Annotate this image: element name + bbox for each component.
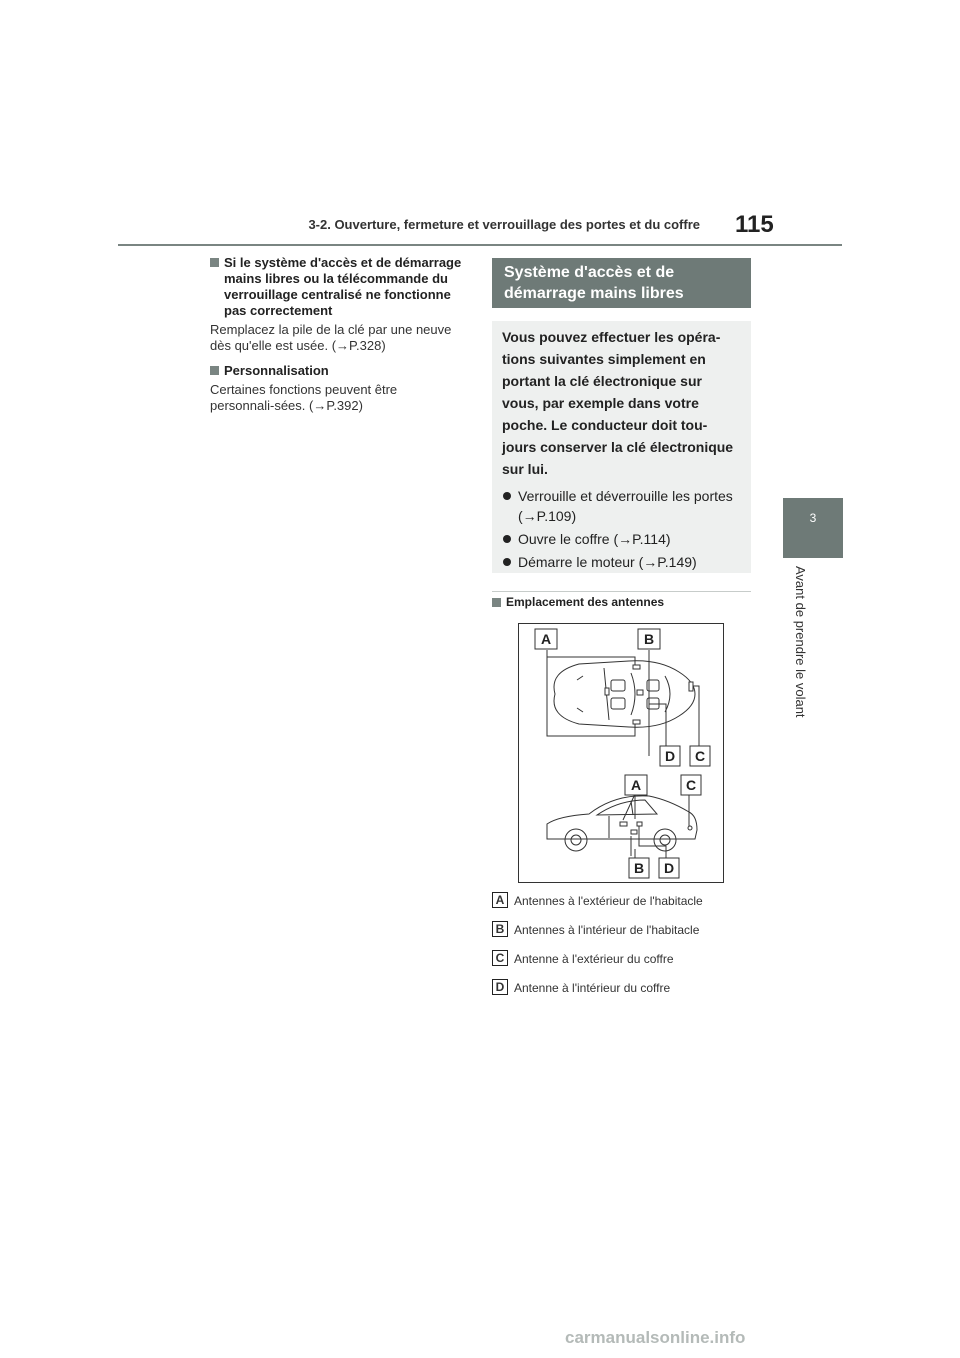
divider bbox=[492, 591, 751, 592]
section-banner: Système d'accès et de démarrage mains libres bbox=[492, 258, 751, 308]
chapter-tab[interactable]: 3 bbox=[783, 498, 843, 558]
square-bullet-icon bbox=[492, 598, 501, 607]
label-top-b: B bbox=[643, 631, 655, 647]
header-rule bbox=[118, 244, 842, 246]
round-bullet-icon bbox=[503, 492, 511, 500]
legend-text: Antenne à l'extérieur du coffre bbox=[514, 952, 674, 966]
label-top-c: C bbox=[694, 748, 706, 764]
paragraph-customization: Certaines fonctions peuvent être personnali-sées. (→P.392) bbox=[210, 382, 398, 413]
side-callout-lines-icon bbox=[623, 794, 689, 858]
list-item-text: Démarre le moteur (→P.149) bbox=[518, 554, 697, 570]
subheading-text: Si le système d'accès et de démarrage mains libres ou la télécommande du verrouillage centralisé ne fonctionne pas correctement bbox=[224, 255, 462, 318]
legend-text: Antennes à l'extérieur de l'habitacle bbox=[514, 894, 703, 908]
antenna-figure bbox=[518, 623, 724, 883]
legend-row bbox=[492, 950, 752, 979]
intro-text: Vous pouvez effectuer les opéra-tions suivantes simplement en portant la clé électronique sur vous, par exemple dans votre poche. Le conducteur doit tou-jours conserver la clé électronique sur lui. bbox=[502, 329, 734, 477]
feature-list bbox=[502, 486, 741, 572]
subheading-text: Personnalisation bbox=[224, 363, 329, 378]
label-top-d: D bbox=[664, 748, 676, 764]
list-item bbox=[502, 552, 741, 572]
car-top-view-icon bbox=[554, 661, 695, 728]
legend-row bbox=[492, 979, 752, 1008]
list-item bbox=[502, 486, 741, 526]
legend-key: D bbox=[492, 979, 508, 995]
legend-key: C bbox=[492, 950, 508, 966]
left-column bbox=[210, 255, 465, 423]
list-item bbox=[502, 529, 741, 549]
list-item-text: Ouvre le coffre (→P.114) bbox=[518, 531, 671, 547]
label-side-b: B bbox=[633, 860, 645, 876]
watermark: carmanualsonline.info bbox=[565, 1328, 746, 1347]
list-item-text: Verrouille et déverrouille les portes (→P.109) bbox=[518, 488, 733, 524]
side-antenna-marks-icon bbox=[620, 822, 692, 834]
round-bullet-icon bbox=[503, 535, 511, 543]
label-top-a: A bbox=[540, 631, 552, 647]
subheading-customization bbox=[210, 363, 465, 379]
legend-key: A bbox=[492, 892, 508, 908]
legend-text: Antenne à l'intérieur du coffre bbox=[514, 981, 671, 995]
square-bullet-icon bbox=[210, 366, 219, 375]
legend-key: B bbox=[492, 921, 508, 937]
car-diagram bbox=[519, 624, 723, 882]
subheading-text: Emplacement des antennes bbox=[506, 595, 665, 609]
antenna-subheading bbox=[492, 595, 765, 609]
intro-box bbox=[492, 321, 751, 573]
antenna-legend bbox=[492, 892, 752, 1008]
label-side-d: D bbox=[663, 860, 675, 876]
label-side-c: C bbox=[685, 777, 697, 793]
legend-row bbox=[492, 921, 752, 950]
subheading-troubleshoot bbox=[210, 255, 465, 319]
label-side-a: A bbox=[630, 777, 642, 793]
legend-row bbox=[492, 892, 752, 921]
square-bullet-icon bbox=[210, 258, 219, 267]
chapter-side-label: Avant de prendre le volant bbox=[793, 566, 808, 718]
section-header-title: 3-2. Ouverture, fermeture et verrouillage des portes et du coffre bbox=[308, 217, 700, 232]
round-bullet-icon bbox=[503, 558, 511, 566]
page-number: 115 bbox=[735, 211, 774, 238]
paragraph-battery: Remplacez la pile de la clé par une neuve dès qu'elle est usée. (→P.328) bbox=[210, 322, 452, 353]
legend-text: Antennes à l'intérieur de l'habitacle bbox=[514, 923, 700, 937]
top-callout-lines-icon bbox=[547, 650, 699, 756]
